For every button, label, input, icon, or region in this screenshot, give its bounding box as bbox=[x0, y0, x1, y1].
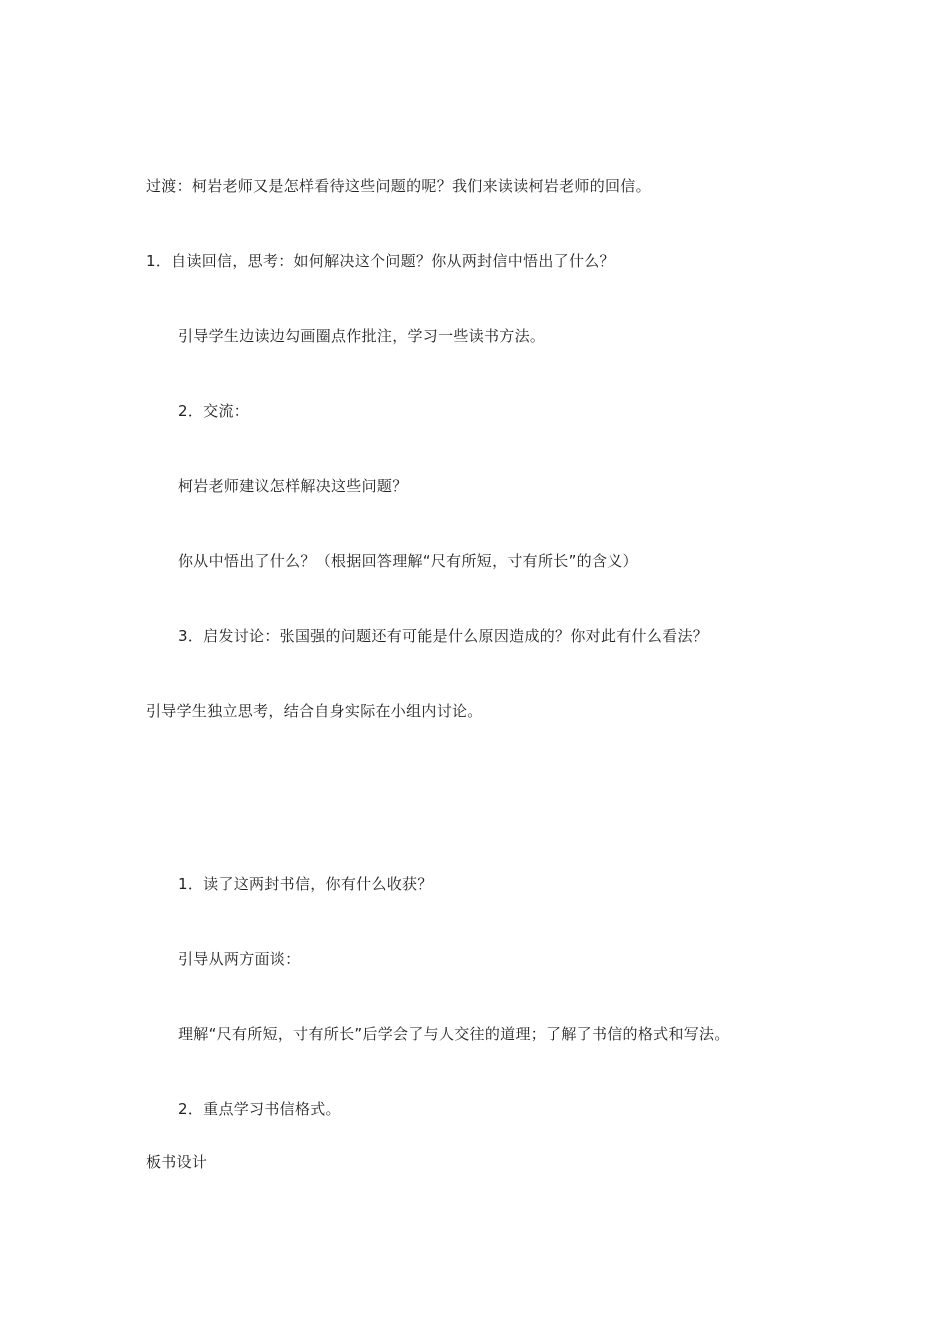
paragraph-step-2: 2．交流： bbox=[178, 402, 250, 420]
paragraph-guide-reading: 引导学生边读边勾画圈点作批注，学习一些读书方法。 bbox=[178, 327, 546, 345]
paragraph-understanding: 理解“尺有所短，寸有所长”后学会了与人交往的道理；了解了书信的格式和写法。 bbox=[178, 1025, 730, 1043]
paragraph-summary-1: 1．读了这两封书信，你有什么收获？ bbox=[178, 875, 433, 893]
paragraph-summary-2: 2．重点学习书信格式。 bbox=[178, 1100, 341, 1118]
paragraph-transition: 过渡：柯岩老师又是怎样看待这些问题的呢？我们来读读柯岩老师的回信。 bbox=[146, 177, 651, 195]
paragraph-question-solution: 柯岩老师建议怎样解决这些问题？ bbox=[178, 477, 408, 495]
paragraph-question-insight: 你从中悟出了什么？（根据回答理解“尺有所短，寸有所长”的含义） bbox=[178, 552, 638, 570]
paragraph-step-1: 1．自读回信，思考：如何解决这个问题？你从两封信中悟出了什么？ bbox=[146, 252, 615, 270]
section-heading-board-design: 板书设计 bbox=[146, 1153, 208, 1171]
paragraph-guide-discussion: 引导学生独立思考，结合自身实际在小组内讨论。 bbox=[146, 702, 483, 720]
paragraph-step-3: 3．启发讨论：张国强的问题还有可能是什么原因造成的？你对此有什么看法？ bbox=[178, 627, 709, 645]
paragraph-guide-two-aspects: 引导从两方面谈： bbox=[178, 950, 301, 968]
